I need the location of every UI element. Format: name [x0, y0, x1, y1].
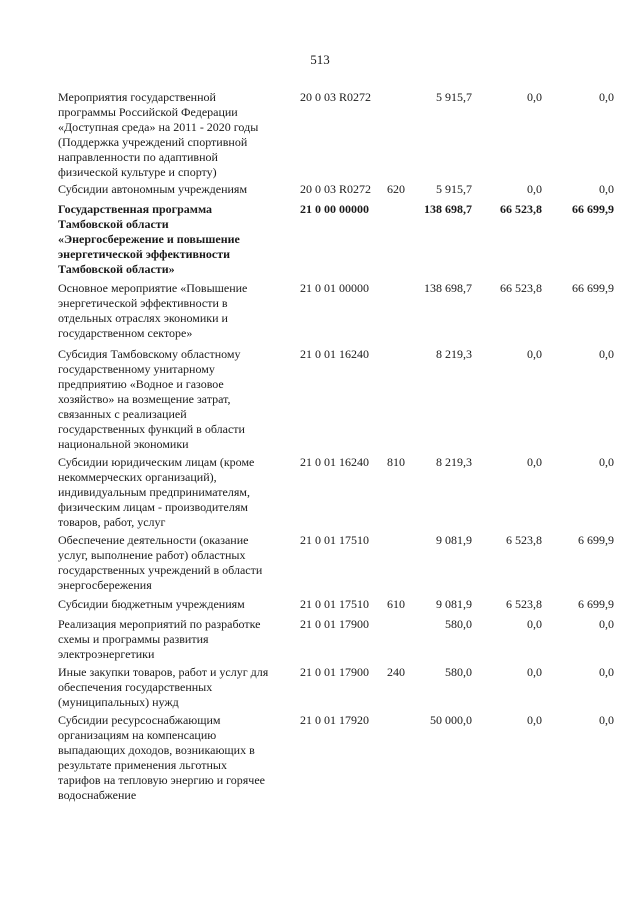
row-value-3: 0,0 — [599, 455, 614, 469]
row-value-2: 0,0 — [527, 347, 542, 361]
row-code: 21 0 01 16240 — [300, 347, 369, 361]
page-number: 513 — [310, 52, 330, 67]
row-code: 21 0 01 17900 — [300, 617, 369, 631]
row-value-2: 66 523,8 — [500, 202, 542, 216]
row-value-2: 0,0 — [527, 182, 542, 196]
row-name: Мероприятия государственной программы Российской Федерации «Доступная среда» на 2011 - 2020 годы (Поддержка учреждений спортивной направленности по адаптивной физической культуре и спорту) — [58, 90, 259, 179]
row-value-3: 66 699,9 — [572, 202, 614, 216]
row-code: 21 0 00 00000 — [300, 202, 369, 216]
row-value-2: 0,0 — [527, 665, 542, 679]
row-name: Основное мероприятие «Повышение энергетической эффективности в отдельных отраслях экономики и государственном секторе» — [58, 281, 248, 340]
row-code: 21 0 01 16240 — [300, 455, 369, 469]
row-value-2: 0,0 — [527, 617, 542, 631]
row-name: Государственная программа Тамбовской области «Энергосбережение и повышение энергетической эффективности Тамбовской области» — [58, 202, 240, 276]
row-name: Обеспечение деятельности (оказание услуг, выполнение работ) областных государственных учреждений в области энергосбережения — [58, 533, 263, 592]
row-value-3: 0,0 — [599, 713, 614, 727]
row-value-2: 0,0 — [527, 90, 542, 104]
row-code: 21 0 01 17900 — [300, 665, 369, 679]
row-name: Иные закупки товаров, работ и услуг для обеспечения государственных (муниципальных) нужд — [58, 665, 269, 709]
row-value-3: 0,0 — [599, 665, 614, 679]
row-value-1: 138 698,7 — [424, 202, 472, 216]
row-expense-type: 240 — [387, 665, 405, 679]
row-value-2: 6 523,8 — [506, 597, 542, 611]
row-value-1: 9 081,9 — [436, 533, 472, 547]
row-value-1: 138 698,7 — [424, 281, 472, 295]
row-name: Субсидии ресурсоснабжающим организациям на компенсацию выпадающих доходов, возникающих в результате применения льготных тарифов на тепловую энергию и горячее водоснабжение — [58, 713, 265, 802]
row-value-3: 66 699,9 — [572, 281, 614, 295]
row-value-1: 50 000,0 — [430, 713, 472, 727]
row-expense-type: 810 — [387, 455, 405, 469]
row-value-1: 8 219,3 — [436, 347, 472, 361]
row-code: 21 0 01 17510 — [300, 597, 369, 611]
row-expense-type: 620 — [387, 182, 405, 196]
row-name: Субсидии автономным учреждениям — [58, 182, 248, 196]
row-code: 21 0 01 00000 — [300, 281, 369, 295]
row-value-3: 0,0 — [599, 182, 614, 196]
row-code: 20 0 03 R0272 — [300, 182, 372, 196]
row-name: Субсидии бюджетным учреждениям — [58, 597, 245, 611]
row-code: 21 0 01 17920 — [300, 713, 369, 727]
row-code: 20 0 03 R0272 — [300, 90, 372, 104]
row-value-3: 6 699,9 — [578, 533, 614, 547]
row-value-1: 9 081,9 — [436, 597, 472, 611]
row-expense-type: 610 — [387, 597, 405, 611]
row-value-1: 8 219,3 — [436, 455, 472, 469]
row-value-1: 5 915,7 — [436, 182, 472, 196]
row-name: Реализация мероприятий по разработке схемы и программы развития электроэнергетики — [58, 617, 261, 661]
row-value-1: 580,0 — [445, 617, 472, 631]
row-name: Субсидия Тамбовскому областному государственному унитарному предприятию «Водное и газовое хозяйство» на возмещение затрат, связанных с реализацией государственных функций в области национальной экономики — [58, 347, 245, 451]
row-value-3: 0,0 — [599, 617, 614, 631]
row-value-1: 5 915,7 — [436, 90, 472, 104]
row-value-2: 66 523,8 — [500, 281, 542, 295]
row-value-3: 6 699,9 — [578, 597, 614, 611]
row-value-1: 580,0 — [445, 665, 472, 679]
row-value-3: 0,0 — [599, 347, 614, 361]
row-code: 21 0 01 17510 — [300, 533, 369, 547]
row-value-3: 0,0 — [599, 90, 614, 104]
row-value-2: 6 523,8 — [506, 533, 542, 547]
row-value-2: 0,0 — [527, 713, 542, 727]
row-name: Субсидии юридическим лицам (кроме некоммерческих организаций), индивидуальным предпринимателям, физическим лицам - производителям товаров, работ, услуг — [58, 455, 255, 529]
row-value-2: 0,0 — [527, 455, 542, 469]
